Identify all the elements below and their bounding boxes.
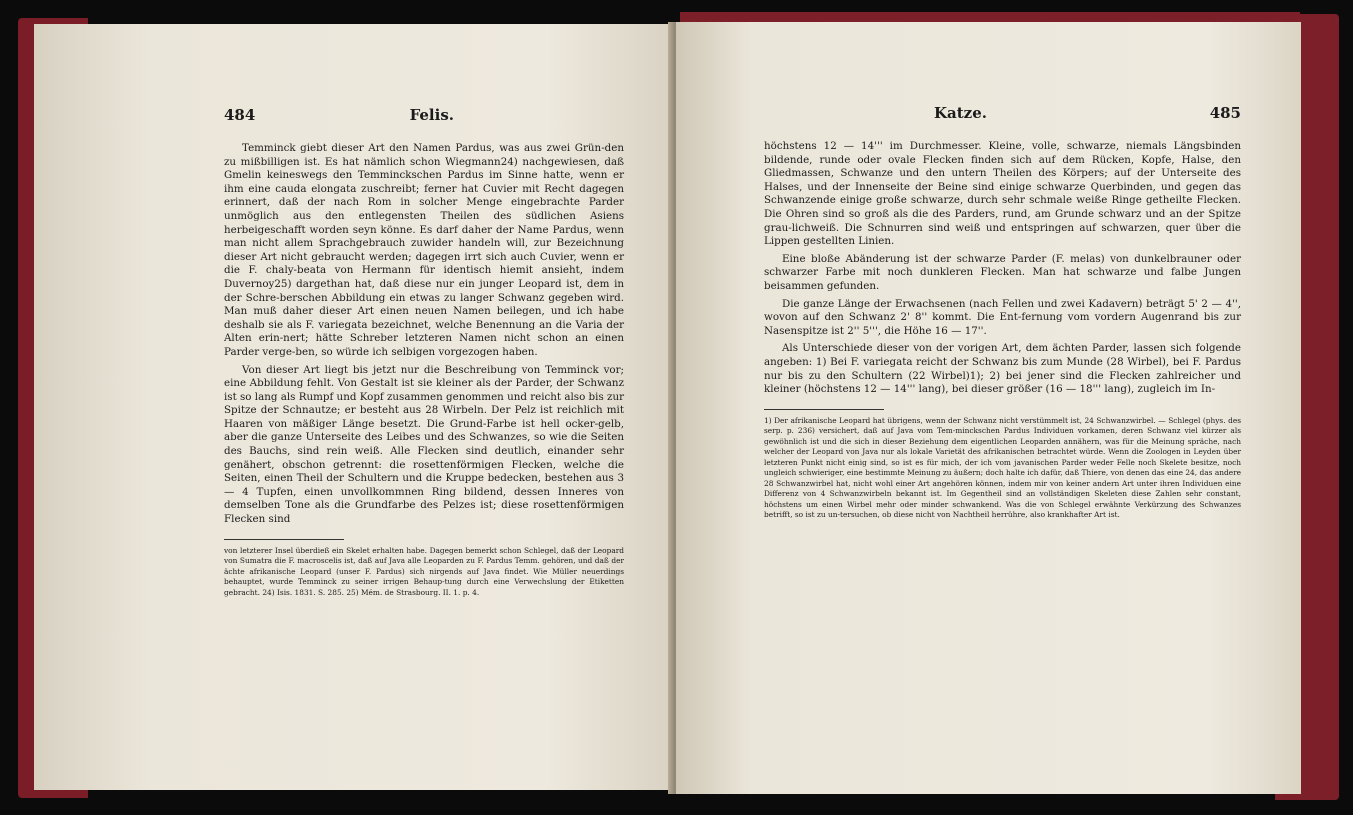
running-head: Katze. <box>934 104 987 122</box>
left-page-header <box>224 106 624 124</box>
right-page <box>676 22 1301 794</box>
paragraph: höchstens 12 — 14''' im Durchmesser. Kleine, volle, schwarze, niemals Längsbinden bildende, runde oder ovale Flecken finden sich auf dem Rücken, Kopfe, Halse, den Gliedmassen, Schwanze und den untern Theilen des Körpers; auf der Unterseite des Halses, und der Innenseite der Beine sind einige schwarze Querbinden, und gegen das Schwanzende einige große schwarze, durch sehr schmale weiße Ringe getheilte Flecken. Die Ohren sind so groß als die des Parders, rund, am Grunde schwarz und an der Spitze grau-lichweiß. Die Schnurren sind weiß und entspringen auf schwarzen, quer über die Lippen gestellten Linien. <box>764 140 1241 248</box>
right-footnotes <box>764 416 1241 521</box>
paragraph: Als Unterschiede dieser von der vorigen Art, dem ächten Parder, lassen sich folgende angeben: 1) Bei F. variegata reicht der Schwanz bis zum Munde (28 Wirbel), bei F. Pardus nur bis zu den Schultern (22 Wirbel)1); 2) bei jener sind die Flecken zahlreicher und kleiner (höchstens 12 — 14''' lang), bei dieser größer (16 — 18''' lang), zugleich im In- <box>764 342 1241 396</box>
running-head: Felis. <box>409 106 454 124</box>
left-body-text <box>224 142 624 527</box>
paragraph: Eine bloße Abänderung ist der schwarze Parder (F. melas) von dunkelbrauner oder schwarzer Farbe mit noch dunkleren Flecken. Man hat schwarze und falbe Jungen beisammen gefunden. <box>764 252 1241 292</box>
footnote-divider <box>224 539 344 540</box>
paragraph: Von dieser Art liegt bis jetzt nur die Beschreibung von Temminck vor; eine Abbildung fehlt. Von Gestalt ist sie kleiner als der Parder, der Schwanz ist so lang als Rumpf und Kopf zusammen genommen und reicht also bis zur Spitze der Schnautze; er besteht aus 28 Wirbeln. Der Pelz ist reichlich mit Haaren von mäßiger Länge besetzt. Die Grund-Farbe ist hell ocker-gelb, aber die ganze Unterseite des Leibes und des Schwanzes, so wie die Seiten des Bauchs, sind rein weiß. Alle Flecken sind deutlich, einander sehr genähert, obschon getrennt: die rosettenförmigen Flecken, welche die Seiten, einen Theil der Schultern und die Kruppe bedecken, bestehen aus 3 — 4 Tupfen, einen unvollkommnen Ring bildend, dessen Inneres von demselben Tone als die Grundfarbe des Pelzes ist; diese rosettenförmigen Flecken sind <box>224 363 624 526</box>
paragraph: Die ganze Länge der Erwachsenen (nach Fellen und zwei Kadavern) beträgt 5' 2 — 4'', wovon auf den Schwanz 2' 8'' kommt. Die Ent-fernung vom vordern Augenrand bis zur Nasenspitze ist 2'' 5''', die Höhe 16 — 17''. <box>764 297 1241 337</box>
page-number: 484 <box>224 106 256 124</box>
left-footnotes <box>224 546 624 599</box>
right-page-header <box>764 104 1241 122</box>
footnote: von letzterer Insel überdieß ein Skelet erhalten habe. Dagegen bemerkt schon Schlegel, daß der Leopard von Sumatra die F. macroscelis ist, daß auf Java alle Leoparden zu F. Pardus Temm. gehören, und daß der ächte afrikanische Leopard (unser F. Pardus) sich nirgends auf Java findet. Wie Müller neuerdings behauptet, wurde Temminck zu seiner irrigen Behaup-tung durch eine Verwechslung der Etiketten gebracht. 24) Isis. 1831. S. 285. 25) Mém. de Strasbourg. II. 1. p. 4. <box>224 545 624 597</box>
footnote: 1) Der afrikanische Leopard hat übrigens, wenn der Schwanz nicht verstümmelt ist, 24 Schwanzwirbel. — Schlegel (phys. des serp. p. 236) versichert, daß auf Java vom Tem-minckschen Pardus Individuen vorkamen, deren Schwanz viel kürzer als gewöhnlich ist und die sich in dieser Beziehung dem eigentlichen Leoparden annähern, was für die Meinung spräche, nach welcher der Leopard von Java nur als lokale Varietät des afrikanischen betrachtet würde. Wenn die Zoologen in Leyden über letzteren Punkt nicht einig sind, so ist es für mich, der ich vom javanischen Parder weder Felle noch Skelete besitze, noch ungleich schwieriger, eine bestimmte Meinung zu äußern; doch halte ich dafür, daß Thiere, von denen das eine 24, das andere 28 Schwanzwirbel hat, nicht wohl einer Art angehören können, indem mir von keiner andern Art unter ihren Individuen eine Differenz von 4 Schwanzwirbeln bekannt ist. Im Gegentheil sind an vollständigen Skeleten diese Zahlen sehr constant, höchstens um einen Wirbel mehr oder minder schwankend. Was die von Schlegel erwähnte Verkürzung des Schwanzes betrifft, so ist zu un-tersuchen, ob diese nicht von Nachtheil herrühre, also krankhafter Art ist. <box>764 415 1241 520</box>
paragraph: Temminck giebt dieser Art den Namen Pardus, was aus zwei Grün-den zu mißbilligen ist. Es hat nämlich schon Wiegmann24) nachgewiesen, daß Gmelin keineswegs den Temminckschen Pardus im Sinne hatte, wenn er ihm eine cauda elongata zuschreibt; ferner hat Cuvier mit Recht dagegen erinnert, daß der nach Rom in solcher Menge eingebrachte Parder unmöglich aus den entlegensten Theilen des südlichen Asiens herbeigeschafft worden seyn könne. Es darf daher der Name Pardus, wenn man nicht allem Sprachgebrauch zuwider handeln will, zur Bezeichnung dieser Art nicht gebraucht werden; dagegen irrt sich auch Cuvier, wenn er die F. chaly-beata von Hermann für identisch hiemit ansieht, indem Duvernoy25) dargethan hat, daß diese nur ein junger Leopard ist, dem in der Schre-berschen Abbildung ein etwas zu langer Schwanz gegeben wird. Man muß daher dieser Art einen neuen Namen beilegen, und ich habe deshalb sie als F. variegata bezeichnet, welche Benennung an die Varia der Alten erin-nert; hätte Schreber letzteren Namen nicht schon an einen Parder verge-ben, so würde ich selbigen vorgezogen haben. <box>224 142 624 358</box>
page-number: 485 <box>1209 104 1241 122</box>
left-page <box>34 24 674 790</box>
footnote-divider <box>764 409 884 410</box>
right-body-text <box>764 140 1241 397</box>
